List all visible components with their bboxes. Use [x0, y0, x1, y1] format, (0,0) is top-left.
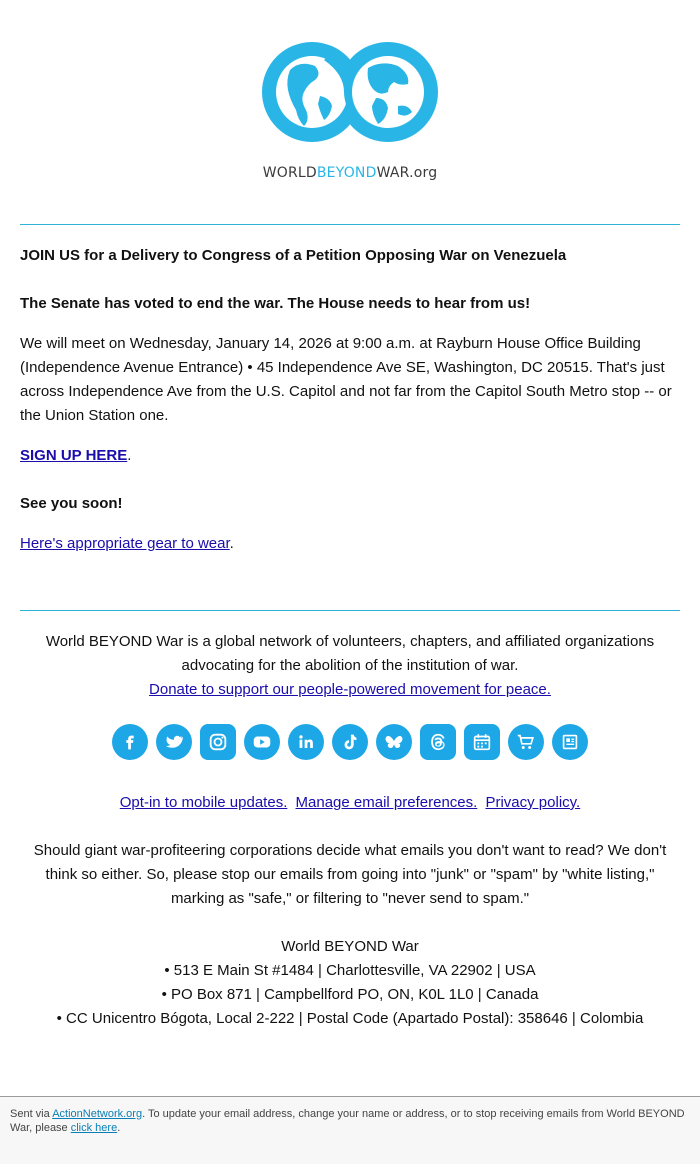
logo — [0, 40, 700, 190]
privacy-policy-link[interactable]: Privacy policy. — [485, 794, 581, 811]
divider — [20, 610, 680, 611]
action-network-link[interactable]: ActionNetwork.org — [52, 1108, 143, 1120]
addresses — [20, 935, 680, 1031]
spam-note-text: Should giant war-profiteering corporations decide what emails you don't want to read? We don't think so either. So, please stop our emails from going into "junk" or "spam" by "white listing," marking as "safe," or filtering to "never send to spam." — [33, 842, 667, 907]
preferences-links — [0, 791, 700, 815]
optin-link[interactable]: Opt-in to mobile updates. — [119, 794, 288, 811]
twitter-icon[interactable] — [156, 724, 192, 760]
signup-link[interactable]: SIGN UP HERE — [20, 447, 128, 464]
address-usa: • 513 E Main St #1484 | Charlottesville, VA 22902 | USA — [164, 962, 536, 979]
world-beyond-war-logo-icon — [260, 40, 440, 160]
spam-note — [20, 839, 680, 911]
social-icons-row — [0, 724, 700, 760]
tiktok-icon[interactable] — [332, 724, 368, 760]
footer-about — [20, 630, 680, 702]
shopping-cart-icon[interactable] — [508, 724, 544, 760]
youtube-icon[interactable] — [244, 724, 280, 760]
about-text: World BEYOND War is a global network of volunteers, chapters, and affiliated organizations advocating for the abolition of the institution of war. — [45, 633, 655, 674]
unsubscribe-link[interactable]: click here — [70, 1122, 118, 1134]
org-name: World BEYOND War — [281, 938, 419, 955]
newsletter-icon[interactable] — [552, 724, 588, 760]
gear-link[interactable]: Here's appropriate gear to wear — [20, 535, 230, 552]
gear-paragraph: Here's appropriate gear to wear. — [20, 535, 234, 552]
instagram-icon[interactable] — [200, 724, 236, 760]
facebook-icon[interactable] — [112, 724, 148, 760]
address-canada: • PO Box 871 | Campbellford PO, ON, K0L 1L0 | Canada — [161, 986, 539, 1003]
logo-wordmark: WORLDBEYONDWAR.org — [262, 165, 438, 181]
signup-paragraph: SIGN UP HERE. — [20, 447, 132, 464]
donate-link[interactable]: Donate to support our people-powered movement for peace. — [149, 681, 551, 698]
email-body — [20, 244, 680, 556]
body-paragraph: We will meet on Wednesday, January 14, 2026 at 9:00 a.m. at Rayburn House Office Building (Independence Avenue Entrance) • 45 Independence Ave SE, Washington, DC 20515. That's just across Independence Ave from the U.S. Capitol and not far from the Capitol South Metro stop -- or the Union Station one. — [20, 335, 672, 424]
system-footer: Sent via ActionNetwork.org. To update your email address, change your name or address, or to stop receiving emails from World BEYOND War, please click here. — [0, 1096, 700, 1164]
threads-icon[interactable] — [420, 724, 456, 760]
address-colombia: • CC Unicentro Bógota, Local 2-222 | Postal Code (Apartado Postal): 358646 | Colombia — [56, 1010, 644, 1027]
see-you-text: See you soon! — [20, 495, 123, 512]
headline: JOIN US for a Delivery to Congress of a Petition Opposing War on Venezuela — [20, 247, 567, 264]
bluesky-icon[interactable] — [376, 724, 412, 760]
manage-preferences-link[interactable]: Manage email preferences. — [295, 794, 478, 811]
divider — [20, 224, 680, 225]
subhead: The Senate has voted to end the war. The House needs to hear from us! — [20, 295, 531, 312]
linkedin-icon[interactable] — [288, 724, 324, 760]
calendar-icon[interactable] — [464, 724, 500, 760]
